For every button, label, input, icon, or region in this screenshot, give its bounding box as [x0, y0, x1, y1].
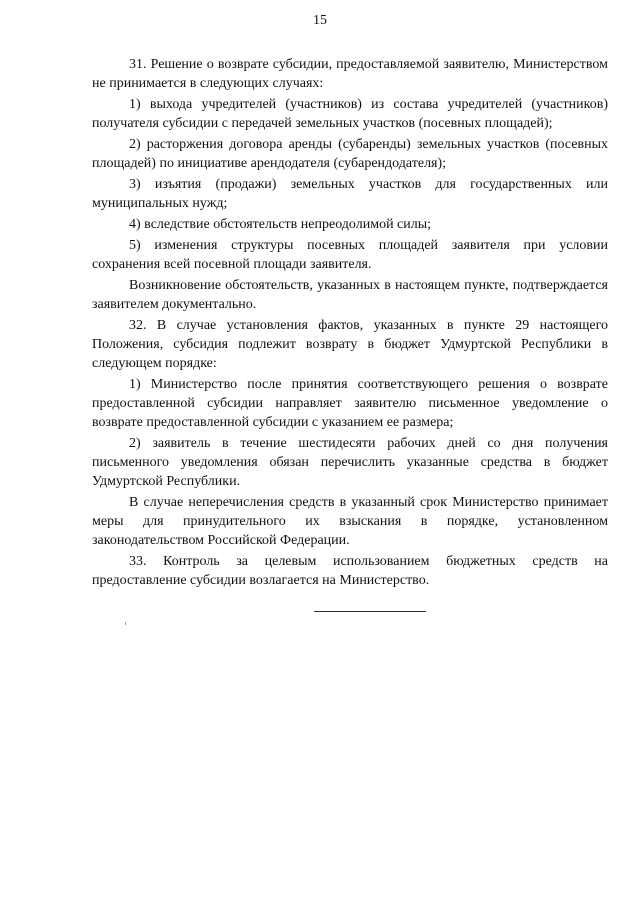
- scan-speck: [125, 622, 126, 625]
- paragraph-32-item-2: 2) заявитель в течение шестидесяти рабочих дней со дня получения письменного уведомления обязан перечислить указанные средства в бюджет Удмуртской Республики.: [92, 436, 608, 489]
- paragraph-31-item-1: 1) выхода учредителей (участников) из состава учредителей (участников) получателя субсидии с передачей земельных участков (посевных площадей);: [92, 97, 608, 131]
- paragraph-32: 32. В случае установления фактов, указанных в пункте 29 настоящего Положения, субсидия подлежит возврату в бюджет Удмуртской Республики в следующем порядке:: [92, 318, 608, 371]
- paragraph-31-item-4: 4) вследствие обстоятельств непреодолимой силы;: [129, 217, 432, 232]
- paragraph-31-item-2: 2) расторжения договора аренды (субаренды) земельных участков (посевных площадей) по инициативе арендодателя (субарендодателя);: [92, 137, 608, 171]
- paragraph-32-item-1: 1) Министерство после принятия соответствующего решения о возврате предоставленной субсидии направляет заявителю письменное уведомление о возврате предоставленной субсидии с указанием ее размера;: [92, 377, 608, 430]
- end-of-document-line: [314, 611, 426, 612]
- page-number: 15: [313, 13, 327, 28]
- document-body: [92, 55, 608, 590]
- paragraph-32-enforcement: В случае неперечисления средств в указанный срок Министерство принимает меры для принудительного их взыскания в порядке, установленном законодательством Российской Федерации.: [92, 495, 608, 548]
- paragraph-31-note: Возникновение обстоятельств, указанных в настоящем пункте, подтверждается заявителем документально.: [92, 278, 608, 312]
- paragraph-31: 31. Решение о возврате субсидии, предоставляемой заявителю, Министерством не принимается в следующих случаях:: [92, 57, 608, 91]
- paragraph-33: 33. Контроль за целевым использованием бюджетных средств на предоставление субсидии возлагается на Министерство.: [92, 554, 608, 588]
- paragraph-31-item-5: 5) изменения структуры посевных площадей заявителя при условии сохранения всей посевной площади заявителя.: [92, 238, 608, 272]
- paragraph-31-item-3: 3) изъятия (продажи) земельных участков для государственных или муниципальных нужд;: [92, 177, 608, 211]
